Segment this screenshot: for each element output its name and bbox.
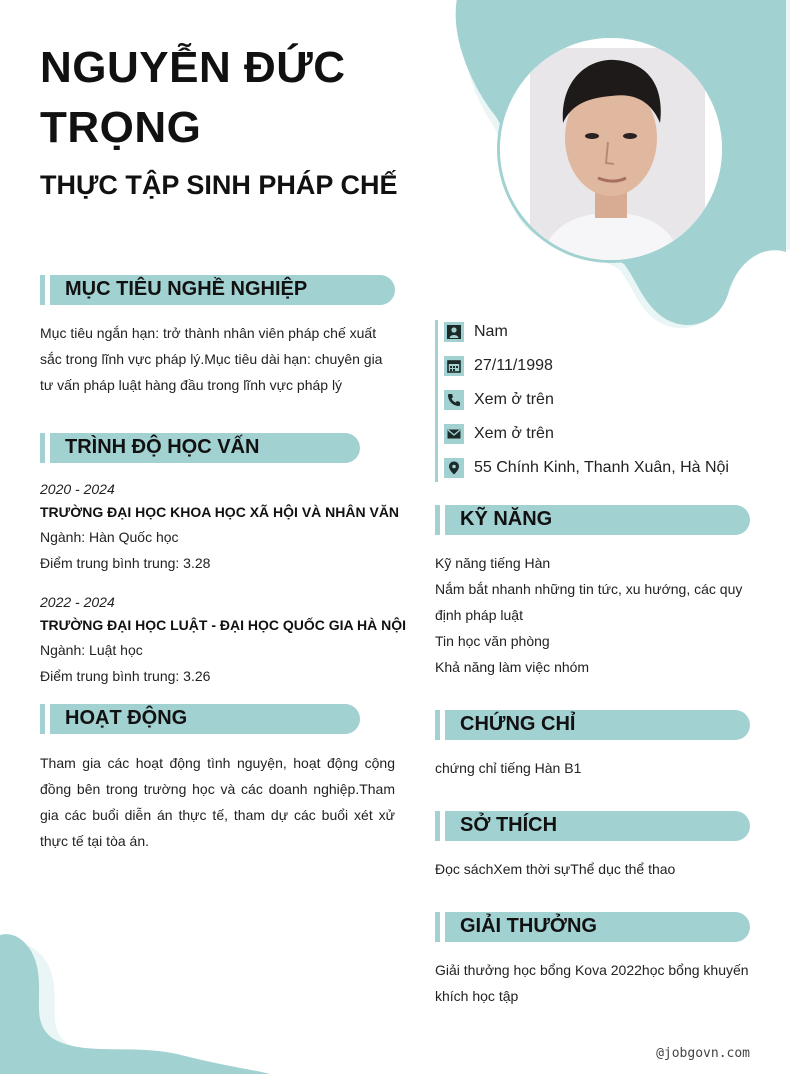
education-major: Ngành: Hàn Quốc học [40, 529, 179, 545]
objective-heading [40, 275, 395, 305]
hobbies-heading-label: SỞ THÍCH [460, 814, 558, 836]
location-pin-icon [444, 458, 464, 478]
education-school: TRƯỜNG ĐẠI HỌC LUẬT - ĐẠI HỌC QUỐC GIA HÀ NỘI [40, 617, 407, 633]
activities-heading [40, 704, 360, 734]
contact-phone: Xem ở trên [474, 391, 554, 408]
objective-heading-label: MỤC TIÊU NGHỀ NGHIỆP [65, 278, 308, 300]
objective-text: Mục tiêu ngắn hạn: trở thành nhân viên pháp chế xuất sắc trong lĩnh vực pháp lý.Mục tiêu dài hạn: chuyên gia tư vấn pháp luật hàng đầu trong lĩnh vực pháp lý [40, 325, 383, 393]
calendar-icon [444, 356, 464, 376]
bottom-left-decor-blob [0, 930, 300, 1074]
profile-photo [500, 38, 722, 260]
footer-brand: @jobgovn.com [656, 1046, 750, 1061]
contact-gender: Nam [474, 323, 508, 340]
skill-item: Kỹ năng tiếng Hàn [435, 555, 551, 571]
education-gpa: Điểm trung bình trung: 3.26 [40, 668, 211, 684]
contact-email: Xem ở trên [474, 425, 554, 442]
skills-heading [435, 505, 750, 535]
education-major: Ngành: Luật học [40, 642, 143, 658]
skills-heading-label: KỸ NĂNG [460, 508, 553, 530]
certificates-text: chứng chỉ tiếng Hàn B1 [435, 760, 582, 776]
certificates-heading-label: CHỨNG CHỈ [460, 713, 576, 735]
contact-gender-row [444, 321, 508, 343]
skill-item: Khả năng làm việc nhóm [435, 659, 590, 675]
candidate-name: NGUYỄN ĐỨC TRỌNG [40, 43, 346, 152]
skills-list [435, 550, 750, 680]
hobbies-heading [435, 811, 750, 841]
contact-divider [435, 320, 438, 482]
person-icon [444, 322, 464, 342]
contact-address-row [444, 457, 729, 479]
awards-heading [435, 912, 750, 942]
education-dates: 2022 - 2024 [40, 594, 115, 610]
awards-text: Giải thưởng học bổng Kova 2022học bổng khuyến khích học tập [435, 962, 749, 1004]
education-school: TRƯỜNG ĐẠI HỌC KHOA HỌC XÃ HỘI VÀ NHÂN VĂN [40, 504, 400, 520]
contact-email-row [444, 423, 554, 445]
contact-address: 55 Chính Kinh, Thanh Xuân, Hà Nội [474, 459, 729, 476]
skill-item: Nắm bắt nhanh những tin tức, xu hướng, các quy định pháp luật [435, 581, 743, 623]
activities-text: Tham gia các hoạt động tình nguyện, hoạt động cộng đồng bên trong trường học và các doanh nghiệp.Tham gia các buổi diễn án thực tế, tham dự các buổi xét xử thực tế tại tòa án. [40, 755, 395, 849]
contact-phone-row [444, 389, 554, 411]
hobbies-text: Đọc sáchXem thời sựThể dục thể thao [435, 861, 676, 877]
certificates-heading [435, 710, 750, 740]
contact-birthday: 27/11/1998 [474, 357, 553, 374]
education-dates: 2020 - 2024 [40, 481, 115, 497]
education-heading-label: TRÌNH ĐỘ HỌC VẤN [65, 436, 260, 458]
job-title: THỰC TẬP SINH PHÁP CHẾ [40, 170, 398, 200]
awards-heading-label: GIẢI THƯỞNG [460, 915, 597, 937]
contact-birthday-row [444, 355, 553, 377]
mail-icon [444, 424, 464, 444]
education-gpa: Điểm trung bình trung: 3.28 [40, 555, 211, 571]
activities-heading-label: HOẠT ĐỘNG [65, 707, 188, 729]
education-item [40, 478, 420, 576]
education-heading [40, 433, 360, 463]
skill-item: Tin học văn phòng [435, 633, 550, 649]
education-item [40, 591, 420, 689]
phone-icon [444, 390, 464, 410]
